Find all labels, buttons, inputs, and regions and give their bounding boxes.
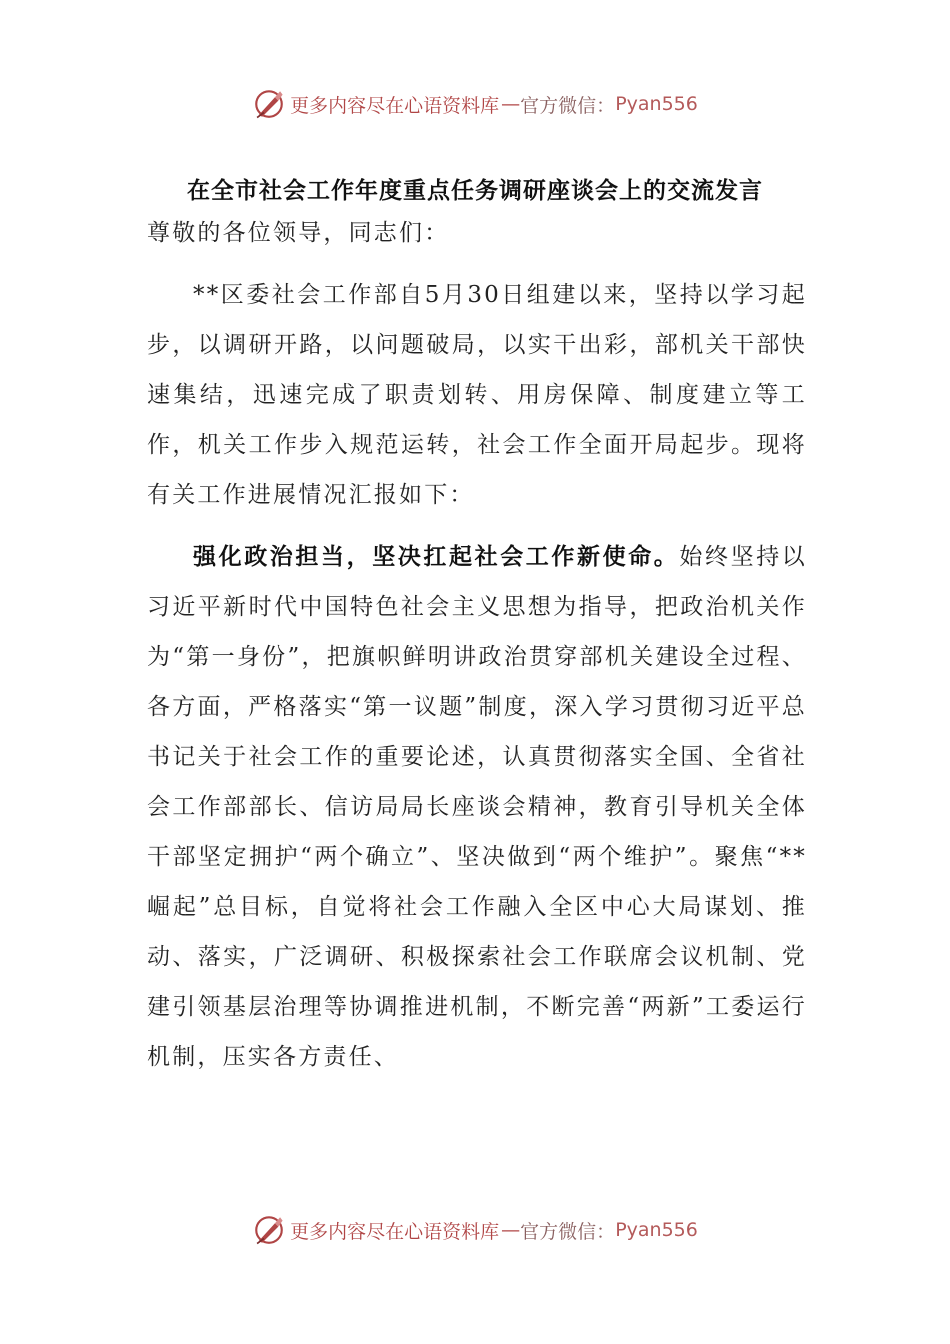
watermark-wechat-id: Pyan556 <box>615 93 698 115</box>
salutation: 尊敬的各位领导，同志们： <box>147 220 450 246</box>
pen-nib-icon <box>252 1213 286 1247</box>
watermark-sub-text: 官方微信： <box>520 94 616 117</box>
footer-watermark <box>0 1210 950 1250</box>
header-watermark <box>0 84 950 124</box>
watermark-dash: — <box>501 93 519 115</box>
watermark-main-text: 更多内容尽在心语资料库 <box>290 1220 500 1243</box>
section-1-paragraph <box>147 532 807 1082</box>
watermark-sub-text: 官方微信： <box>520 1220 616 1243</box>
pen-nib-icon <box>252 87 286 121</box>
document-title: 在全市社会工作年度重点任务调研座谈会上的交流发言 <box>187 177 763 204</box>
section-1-body: 始终坚持以习近平新时代中国特色社会主义思想为指导，把政治机关作为“第一身份”，把旗帜鲜明讲政治贯穿部机关建设全过程、各方面，严格落实“第一议题”制度，深入学习贯彻习近平总书记关于社会工作的重要论述，认真贯彻落实全国、全省社会工作部部长、信访局局长座谈会精神，教育引导机关全体干部坚定拥护“两个确立”、坚决做到“两个维护”。聚焦“**崛起”总目标，自觉将社会工作融入全区中心大局谋划、推动、落实，广泛调研、积极探索社会工作联席会议机制、党建引领基层治理等协调推进机制，不断完善“两新”工委运行机制，压实各方责任、 <box>147 544 807 1070</box>
document-body <box>147 208 807 1082</box>
watermark-dash: — <box>501 1219 519 1241</box>
intro-paragraph: **区委社会工作部自5月30日组建以来，坚持以学习起步，以调研开路，以问题破局，以实干出彩，部机关干部快速集结，迅速完成了职责划转、用房保障、制度建立等工作，机关工作步入规范运转，社会工作全面开局起步。现将有关工作进展情况汇报如下： <box>147 282 807 508</box>
watermark-main-text: 更多内容尽在心语资料库 <box>290 94 500 117</box>
watermark-wechat-id: Pyan556 <box>615 1219 698 1241</box>
section-1-heading: 强化政治担当，坚决扛起社会工作新使命。 <box>193 543 680 570</box>
